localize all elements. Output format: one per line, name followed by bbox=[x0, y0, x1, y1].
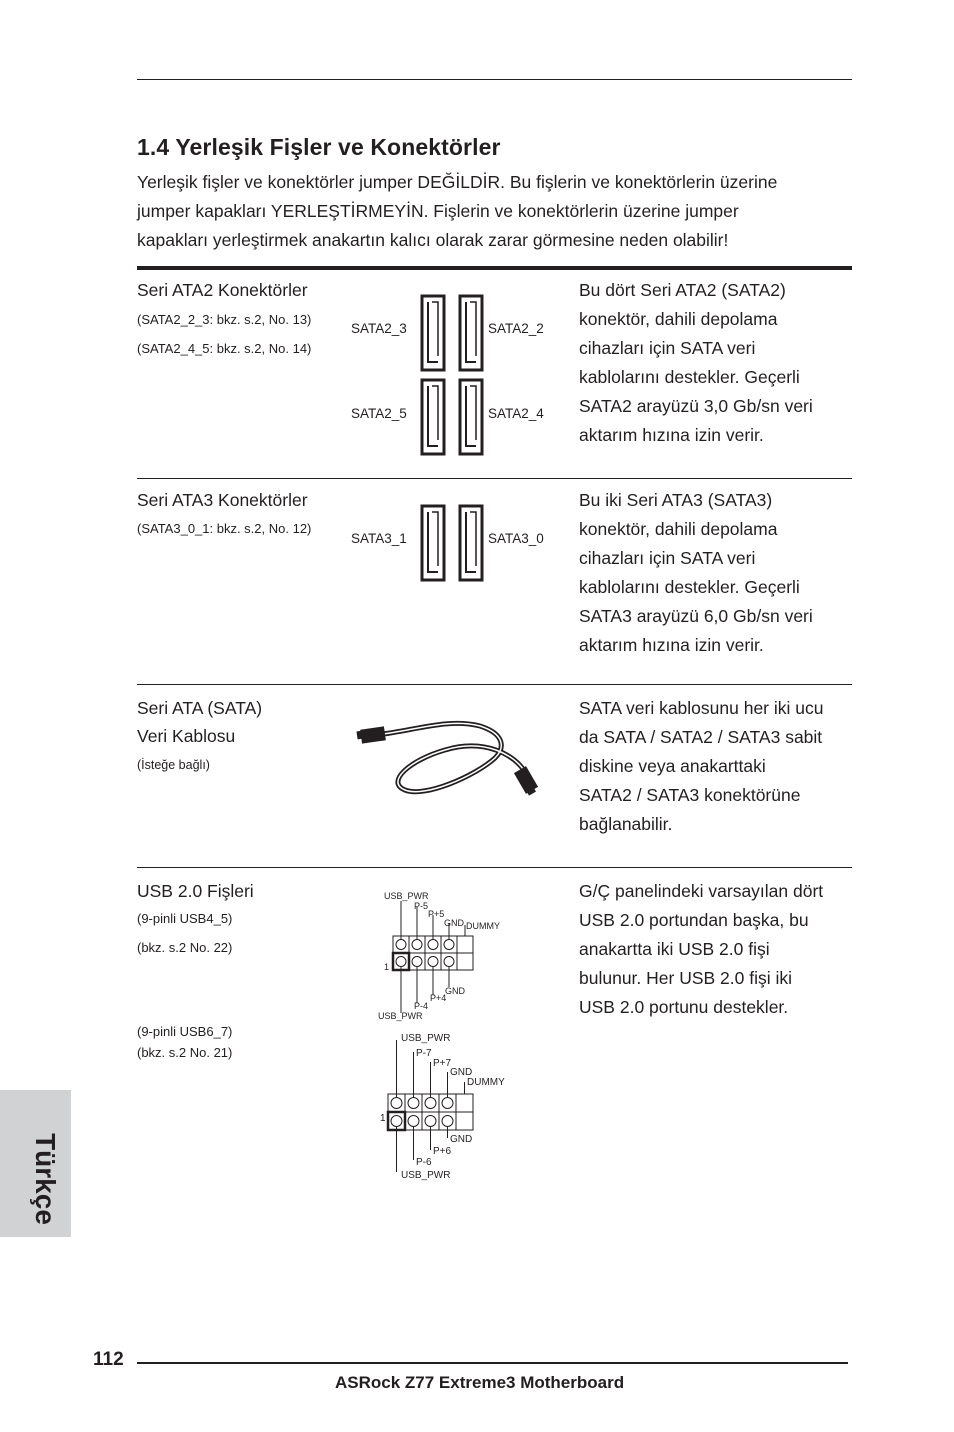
pin-label: USB_PWR bbox=[401, 1170, 451, 1181]
pin-label: P+7 bbox=[433, 1058, 452, 1069]
language-tab-label: Türkçe bbox=[30, 1133, 61, 1225]
pin-label: DUMMY bbox=[467, 1077, 505, 1088]
intro-text: Yerleşik fişler ve konektörler jumper DEĞİLDİR. Bu fişlerin ve konektörlerin üzerine jumper kapakları YERLEŞTİRMEYİN. Fişlerin ve konektörlerin üzerine jumper kapakları yerleştirmek anakartın kalıcı olarak zarar görmesine neden olabilir! bbox=[137, 172, 778, 250]
row-note: (9-pinli USB6_7) bbox=[137, 1024, 233, 1039]
row-divider bbox=[137, 684, 852, 685]
row-note: (SATA3_0_1: bkz. s.2, No. 12) bbox=[137, 521, 312, 536]
row-divider bbox=[137, 478, 852, 479]
connector-label: SATA2_5 bbox=[351, 406, 407, 421]
pin-label: P+6 bbox=[433, 1146, 452, 1157]
row-title: USB 2.0 Fişleri bbox=[137, 881, 254, 901]
sata2-connectors-graphic bbox=[418, 292, 488, 458]
connector-label: SATA2_2 bbox=[488, 321, 544, 336]
section-title: 1.4 Yerleşik Fişler ve Konektörler bbox=[137, 134, 501, 160]
pin-label: GND bbox=[445, 986, 465, 996]
row-title: Seri ATA2 Konektörler bbox=[137, 280, 308, 300]
sata3-connectors-graphic bbox=[418, 502, 488, 584]
pin-label: P-4 bbox=[414, 1001, 429, 1011]
row-title: Seri ATA3 Konektörler bbox=[137, 490, 308, 510]
pin-label: USB_PWR bbox=[378, 1011, 423, 1021]
page-number: 112 bbox=[93, 1349, 124, 1370]
row-note: (bkz. s.2 No. 22) bbox=[137, 940, 233, 955]
pin-label: P-7 bbox=[416, 1048, 432, 1059]
pin-label: USB_PWR bbox=[401, 1033, 451, 1044]
footer-title: ASRock Z77 Extreme3 Motherboard bbox=[335, 1373, 625, 1392]
connector-label: SATA2_4 bbox=[488, 406, 544, 421]
pin-label: DUMMY bbox=[466, 921, 500, 931]
row-note: (SATA2_2_3: bkz. s.2, No. 13) bbox=[137, 312, 312, 327]
connector-label: SATA3_0 bbox=[488, 531, 544, 546]
pin-1-marker: 1 bbox=[384, 962, 390, 972]
row-title: Seri ATA (SATA) bbox=[137, 698, 263, 718]
footer-rule bbox=[137, 1362, 848, 1364]
row-note: (SATA2_4_5: bkz. s.2, No. 14) bbox=[137, 341, 312, 356]
top-rule bbox=[137, 79, 852, 80]
row-description: Bu iki Seri ATA3 (SATA3) konektör, dahili depolama cihazları için SATA veri kablolarını destekler. Geçerli SATA3 arayüzü 6,0 Gb/sn veri aktarım hızına izin verir. bbox=[579, 490, 813, 655]
row-description: Bu dört Seri ATA2 (SATA2) konektör, dahili depolama cihazları için SATA veri kablolarını destekler. Geçerli SATA2 arayüzü 3,0 Gb/sn veri aktarım hızına izin verir. bbox=[579, 280, 813, 445]
sata-cable-icon bbox=[355, 710, 545, 805]
connector-label: SATA2_3 bbox=[351, 321, 407, 336]
pin-label: P+5 bbox=[428, 909, 445, 919]
usb-header-a-diagram bbox=[380, 899, 480, 1019]
row-note: (İsteğe bağlı) bbox=[137, 758, 210, 772]
row-divider bbox=[137, 867, 852, 868]
pin-1-marker: 1 bbox=[380, 1113, 386, 1124]
row-description: G/Ç panelindeki varsayılan dört USB 2.0 portundan başka, bu anakartta iki USB 2.0 fişi bulunur. Her USB 2.0 fişi iki USB 2.0 portunu destekler. bbox=[579, 881, 824, 1017]
table-top-rule bbox=[137, 266, 852, 270]
row-title: Veri Kablosu bbox=[137, 726, 236, 746]
pin-label: P-5 bbox=[414, 901, 429, 911]
pin-label: P-6 bbox=[416, 1157, 432, 1168]
pin-label: GND bbox=[444, 918, 464, 928]
usb-header-b-diagram bbox=[380, 1038, 480, 1178]
pin-label: USB_PWR bbox=[384, 891, 429, 901]
pin-label: GND bbox=[450, 1134, 473, 1145]
row-note: (9-pinli USB4_5) bbox=[137, 911, 233, 926]
row-note: (bkz. s.2 No. 21) bbox=[137, 1045, 233, 1060]
row-description: SATA veri kablosunu her iki ucu da SATA / SATA2 / SATA3 sabit diskine veya anakarttaki SATA2 / SATA3 konektörüne bağlanabilir. bbox=[579, 698, 824, 834]
pin-label: GND bbox=[450, 1067, 473, 1078]
connector-label: SATA3_1 bbox=[351, 531, 407, 546]
pin-label: P+4 bbox=[430, 993, 447, 1003]
